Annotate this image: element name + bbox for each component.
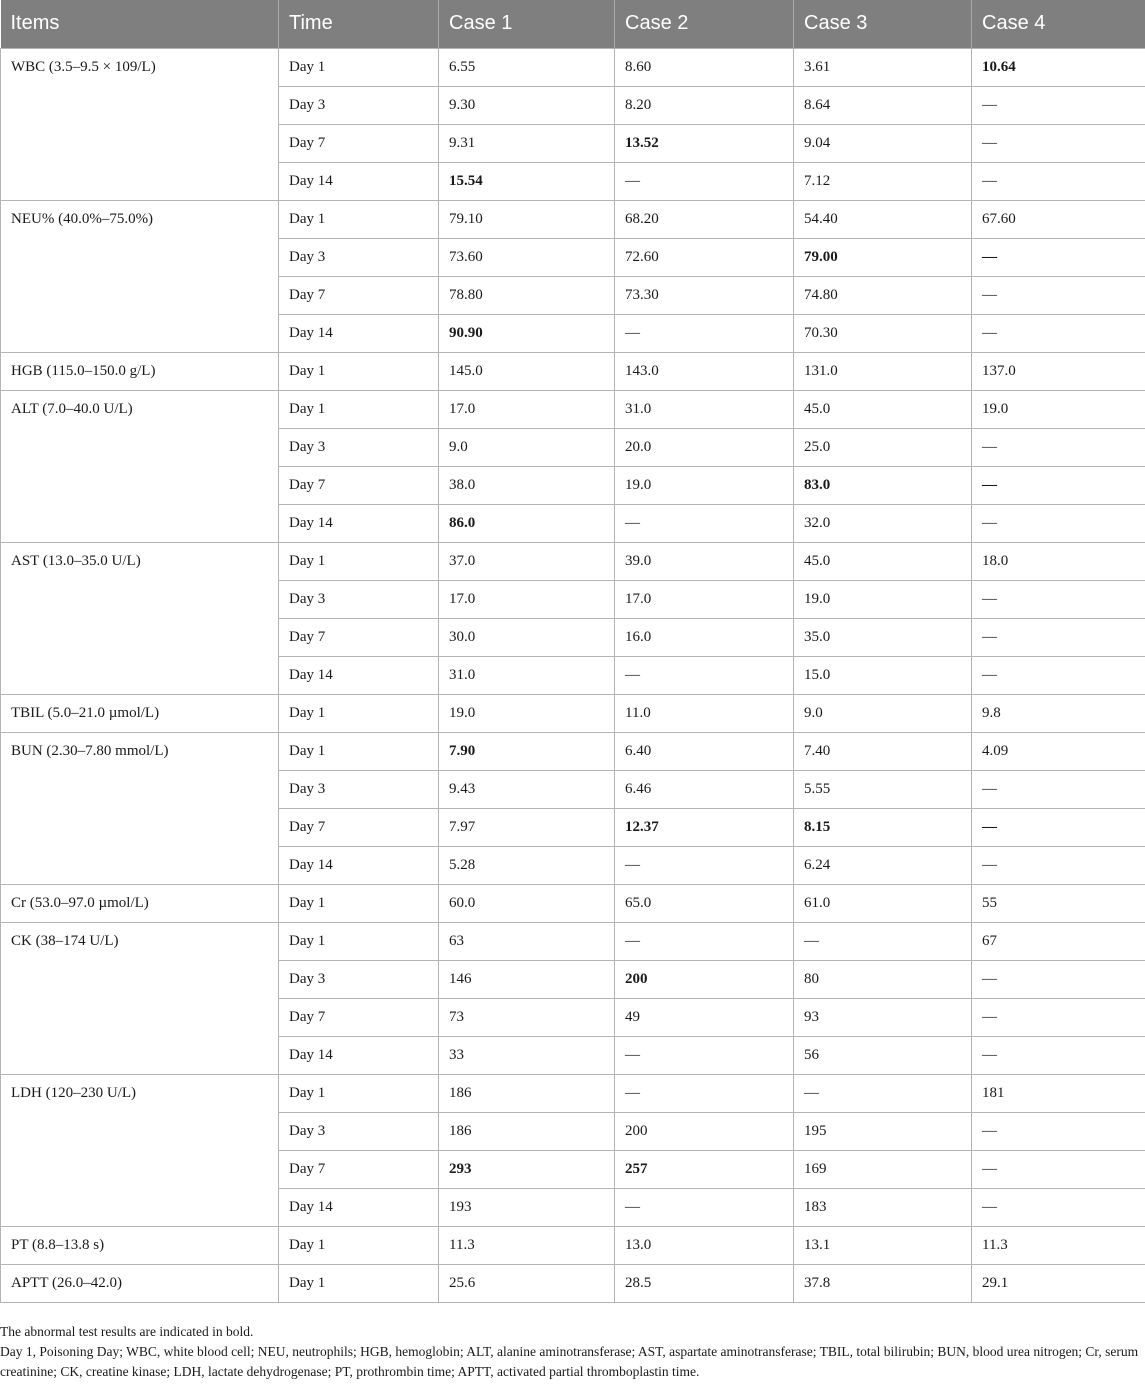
case-1-value-cell: 6.55 xyxy=(439,48,615,86)
item-label-cell: AST (13.0–35.0 U/L) xyxy=(1,542,279,694)
case-2-value-cell: 39.0 xyxy=(615,542,794,580)
time-cell: Day 1 xyxy=(279,48,439,86)
case-3-value-cell: 37.8 xyxy=(794,1264,972,1302)
case-3-value-cell: 3.61 xyxy=(794,48,972,86)
case-3-value-cell: 7.12 xyxy=(794,162,972,200)
case-2-value-cell: 73.30 xyxy=(615,276,794,314)
case-4-value-cell: — xyxy=(972,238,1145,276)
case-1-value-cell: 73 xyxy=(439,998,615,1036)
case-2-value-cell: 72.60 xyxy=(615,238,794,276)
item-label-cell: ALT (7.0–40.0 U/L) xyxy=(1,390,279,542)
time-cell: Day 7 xyxy=(279,808,439,846)
case-3-value-cell: 74.80 xyxy=(794,276,972,314)
time-cell: Day 14 xyxy=(279,504,439,542)
case-3-value-cell: 169 xyxy=(794,1150,972,1188)
case-2-value-cell: 19.0 xyxy=(615,466,794,504)
case-3-value-cell: — xyxy=(794,1074,972,1112)
case-1-value-cell: 78.80 xyxy=(439,276,615,314)
case-3-value-cell: 45.0 xyxy=(794,390,972,428)
case-1-value-cell: 9.0 xyxy=(439,428,615,466)
case-1-value-cell: 31.0 xyxy=(439,656,615,694)
case-2-value-cell: 68.20 xyxy=(615,200,794,238)
time-cell: Day 7 xyxy=(279,276,439,314)
time-cell: Day 1 xyxy=(279,1264,439,1302)
case-2-value-cell: 17.0 xyxy=(615,580,794,618)
case-2-value-cell: 31.0 xyxy=(615,390,794,428)
case-1-value-cell: 186 xyxy=(439,1112,615,1150)
case-2-value-cell: — xyxy=(615,1188,794,1226)
case-2-value-cell: — xyxy=(615,1074,794,1112)
case-4-value-cell: — xyxy=(972,846,1145,884)
item-label-cell: APTT (26.0–42.0) xyxy=(1,1264,279,1302)
case-4-value-cell: 9.8 xyxy=(972,694,1145,732)
case-3-value-cell: 54.40 xyxy=(794,200,972,238)
case-1-value-cell: 9.31 xyxy=(439,124,615,162)
case-2-value-cell: 13.52 xyxy=(615,124,794,162)
time-cell: Day 7 xyxy=(279,466,439,504)
case-1-value-cell: 60.0 xyxy=(439,884,615,922)
case-4-value-cell: — xyxy=(972,466,1145,504)
time-cell: Day 1 xyxy=(279,1074,439,1112)
case-2-value-cell: 20.0 xyxy=(615,428,794,466)
case-1-value-cell: 5.28 xyxy=(439,846,615,884)
time-cell: Day 1 xyxy=(279,1226,439,1264)
case-4-value-cell: — xyxy=(972,1112,1145,1150)
item-label-cell: CK (38–174 U/L) xyxy=(1,922,279,1074)
case-2-value-cell: 12.37 xyxy=(615,808,794,846)
header-case-2: Case 2 xyxy=(615,0,794,48)
case-4-value-cell: 181 xyxy=(972,1074,1145,1112)
case-2-value-cell: 200 xyxy=(615,960,794,998)
case-1-value-cell: 17.0 xyxy=(439,390,615,428)
time-cell: Day 14 xyxy=(279,314,439,352)
case-4-value-cell: — xyxy=(972,1036,1145,1074)
case-3-value-cell: 5.55 xyxy=(794,770,972,808)
case-3-value-cell: 8.15 xyxy=(794,808,972,846)
case-3-value-cell: 61.0 xyxy=(794,884,972,922)
case-3-value-cell: — xyxy=(794,922,972,960)
case-3-value-cell: 9.04 xyxy=(794,124,972,162)
case-4-value-cell: — xyxy=(972,276,1145,314)
case-2-value-cell: 49 xyxy=(615,998,794,1036)
case-2-value-cell: — xyxy=(615,314,794,352)
table-row xyxy=(1,1264,1145,1302)
time-cell: Day 7 xyxy=(279,998,439,1036)
case-2-value-cell: 11.0 xyxy=(615,694,794,732)
case-1-value-cell: 33 xyxy=(439,1036,615,1074)
time-cell: Day 14 xyxy=(279,1036,439,1074)
case-2-value-cell: — xyxy=(615,922,794,960)
case-3-value-cell: 70.30 xyxy=(794,314,972,352)
item-label-cell: NEU% (40.0%–75.0%) xyxy=(1,200,279,352)
case-3-value-cell: 93 xyxy=(794,998,972,1036)
table-row xyxy=(1,694,1145,732)
case-4-value-cell: 18.0 xyxy=(972,542,1145,580)
table-row xyxy=(1,922,1145,960)
case-3-value-cell: 8.64 xyxy=(794,86,972,124)
time-cell: Day 14 xyxy=(279,656,439,694)
case-2-value-cell: 13.0 xyxy=(615,1226,794,1264)
header-time: Time xyxy=(279,0,439,48)
time-cell: Day 3 xyxy=(279,960,439,998)
case-1-value-cell: 145.0 xyxy=(439,352,615,390)
footnote-abbreviations: Day 1, Poisoning Day; WBC, white blood cell; NEU, neutrophils; HGB, hemoglobin; ALT, alanine aminotransferase; AST, aspartate aminotransferase; TBIL, total bilirubin; BUN, blood urea nitrogen; Cr, serum creatinine; CK, creatine kinase; LDH, lactate dehydrogenase; PT, prothrombin time; APTT, activated partial thromboplastin time. xyxy=(0,1344,1139,1379)
table-row xyxy=(1,390,1145,428)
item-label-cell: Cr (53.0–97.0 µmol/L) xyxy=(1,884,279,922)
case-1-value-cell: 19.0 xyxy=(439,694,615,732)
header-case-4: Case 4 xyxy=(972,0,1145,48)
table-row xyxy=(1,200,1145,238)
case-3-value-cell: 56 xyxy=(794,1036,972,1074)
case-2-value-cell: 8.20 xyxy=(615,86,794,124)
case-1-value-cell: 193 xyxy=(439,1188,615,1226)
case-2-value-cell: — xyxy=(615,162,794,200)
case-3-value-cell: 195 xyxy=(794,1112,972,1150)
header-case-1: Case 1 xyxy=(439,0,615,48)
case-4-value-cell: — xyxy=(972,162,1145,200)
case-3-value-cell: 15.0 xyxy=(794,656,972,694)
case-4-value-cell: 19.0 xyxy=(972,390,1145,428)
case-1-value-cell: 17.0 xyxy=(439,580,615,618)
case-4-value-cell: — xyxy=(972,770,1145,808)
case-4-value-cell: — xyxy=(972,656,1145,694)
case-2-value-cell: — xyxy=(615,504,794,542)
table-body xyxy=(1,48,1145,1302)
case-4-value-cell: — xyxy=(972,314,1145,352)
case-1-value-cell: 15.54 xyxy=(439,162,615,200)
case-1-value-cell: 9.43 xyxy=(439,770,615,808)
case-3-value-cell: 45.0 xyxy=(794,542,972,580)
time-cell: Day 1 xyxy=(279,352,439,390)
case-3-value-cell: 80 xyxy=(794,960,972,998)
time-cell: Day 1 xyxy=(279,694,439,732)
case-4-value-cell: — xyxy=(972,580,1145,618)
case-1-value-cell: 293 xyxy=(439,1150,615,1188)
time-cell: Day 7 xyxy=(279,1150,439,1188)
case-4-value-cell: — xyxy=(972,428,1145,466)
case-4-value-cell: — xyxy=(972,960,1145,998)
case-4-value-cell: 55 xyxy=(972,884,1145,922)
case-4-value-cell: 29.1 xyxy=(972,1264,1145,1302)
case-1-value-cell: 73.60 xyxy=(439,238,615,276)
time-cell: Day 1 xyxy=(279,390,439,428)
time-cell: Day 1 xyxy=(279,884,439,922)
case-2-value-cell: — xyxy=(615,846,794,884)
case-3-value-cell: 25.0 xyxy=(794,428,972,466)
item-label-cell: TBIL (5.0–21.0 µmol/L) xyxy=(1,694,279,732)
case-1-value-cell: 37.0 xyxy=(439,542,615,580)
case-3-value-cell: 19.0 xyxy=(794,580,972,618)
case-3-value-cell: 6.24 xyxy=(794,846,972,884)
time-cell: Day 3 xyxy=(279,86,439,124)
case-3-value-cell: 13.1 xyxy=(794,1226,972,1264)
time-cell: Day 14 xyxy=(279,1188,439,1226)
time-cell: Day 14 xyxy=(279,162,439,200)
case-3-value-cell: 183 xyxy=(794,1188,972,1226)
case-2-value-cell: 16.0 xyxy=(615,618,794,656)
case-1-value-cell: 38.0 xyxy=(439,466,615,504)
case-2-value-cell: — xyxy=(615,1036,794,1074)
case-2-value-cell: — xyxy=(615,656,794,694)
case-2-value-cell: 6.46 xyxy=(615,770,794,808)
case-1-value-cell: 9.30 xyxy=(439,86,615,124)
case-2-value-cell: 28.5 xyxy=(615,1264,794,1302)
case-4-value-cell: 4.09 xyxy=(972,732,1145,770)
case-3-value-cell: 32.0 xyxy=(794,504,972,542)
item-label-cell: HGB (115.0–150.0 g/L) xyxy=(1,352,279,390)
case-1-value-cell: 79.10 xyxy=(439,200,615,238)
table-row xyxy=(1,1074,1145,1112)
case-1-value-cell: 11.3 xyxy=(439,1226,615,1264)
time-cell: Day 7 xyxy=(279,124,439,162)
case-2-value-cell: 200 xyxy=(615,1112,794,1150)
case-3-value-cell: 83.0 xyxy=(794,466,972,504)
case-4-value-cell: 10.64 xyxy=(972,48,1145,86)
time-cell: Day 3 xyxy=(279,770,439,808)
time-cell: Day 3 xyxy=(279,238,439,276)
table-row xyxy=(1,542,1145,580)
case-4-value-cell: — xyxy=(972,1188,1145,1226)
case-1-value-cell: 186 xyxy=(439,1074,615,1112)
case-4-value-cell: — xyxy=(972,1150,1145,1188)
item-label-cell: LDH (120–230 U/L) xyxy=(1,1074,279,1226)
item-label-cell: WBC (3.5–9.5 × 109/L) xyxy=(1,48,279,200)
case-4-value-cell: — xyxy=(972,808,1145,846)
case-2-value-cell: 8.60 xyxy=(615,48,794,86)
footnote-bold-legend: The abnormal test results are indicated in bold. xyxy=(0,1324,254,1339)
time-cell: Day 14 xyxy=(279,846,439,884)
table-row xyxy=(1,732,1145,770)
case-3-value-cell: 7.40 xyxy=(794,732,972,770)
table-footnotes xyxy=(0,1322,1140,1382)
item-label-cell: BUN (2.30–7.80 mmol/L) xyxy=(1,732,279,884)
case-2-value-cell: 65.0 xyxy=(615,884,794,922)
case-3-value-cell: 131.0 xyxy=(794,352,972,390)
case-3-value-cell: 35.0 xyxy=(794,618,972,656)
case-3-value-cell: 79.00 xyxy=(794,238,972,276)
time-cell: Day 1 xyxy=(279,200,439,238)
table-row xyxy=(1,48,1145,86)
case-4-value-cell: — xyxy=(972,618,1145,656)
case-4-value-cell: — xyxy=(972,124,1145,162)
case-4-value-cell: — xyxy=(972,998,1145,1036)
case-1-value-cell: 7.97 xyxy=(439,808,615,846)
item-label-cell: PT (8.8–13.8 s) xyxy=(1,1226,279,1264)
case-4-value-cell: 67.60 xyxy=(972,200,1145,238)
table-row xyxy=(1,1226,1145,1264)
case-4-value-cell: 67 xyxy=(972,922,1145,960)
time-cell: Day 3 xyxy=(279,428,439,466)
table-row xyxy=(1,352,1145,390)
case-4-value-cell: — xyxy=(972,504,1145,542)
case-2-value-cell: 143.0 xyxy=(615,352,794,390)
time-cell: Day 7 xyxy=(279,618,439,656)
time-cell: Day 1 xyxy=(279,542,439,580)
case-1-value-cell: 86.0 xyxy=(439,504,615,542)
case-4-value-cell: 11.3 xyxy=(972,1226,1145,1264)
case-1-value-cell: 63 xyxy=(439,922,615,960)
time-cell: Day 3 xyxy=(279,1112,439,1150)
case-2-value-cell: 257 xyxy=(615,1150,794,1188)
table-row xyxy=(1,884,1145,922)
case-1-value-cell: 146 xyxy=(439,960,615,998)
case-1-value-cell: 7.90 xyxy=(439,732,615,770)
case-1-value-cell: 30.0 xyxy=(439,618,615,656)
case-3-value-cell: 9.0 xyxy=(794,694,972,732)
case-4-value-cell: 137.0 xyxy=(972,352,1145,390)
table-header-row xyxy=(1,0,1145,48)
header-case-3: Case 3 xyxy=(794,0,972,48)
time-cell: Day 1 xyxy=(279,732,439,770)
case-1-value-cell: 90.90 xyxy=(439,314,615,352)
case-4-value-cell: — xyxy=(972,86,1145,124)
case-2-value-cell: 6.40 xyxy=(615,732,794,770)
time-cell: Day 1 xyxy=(279,922,439,960)
time-cell: Day 3 xyxy=(279,580,439,618)
case-1-value-cell: 25.6 xyxy=(439,1264,615,1302)
header-items: Items xyxy=(1,0,279,48)
